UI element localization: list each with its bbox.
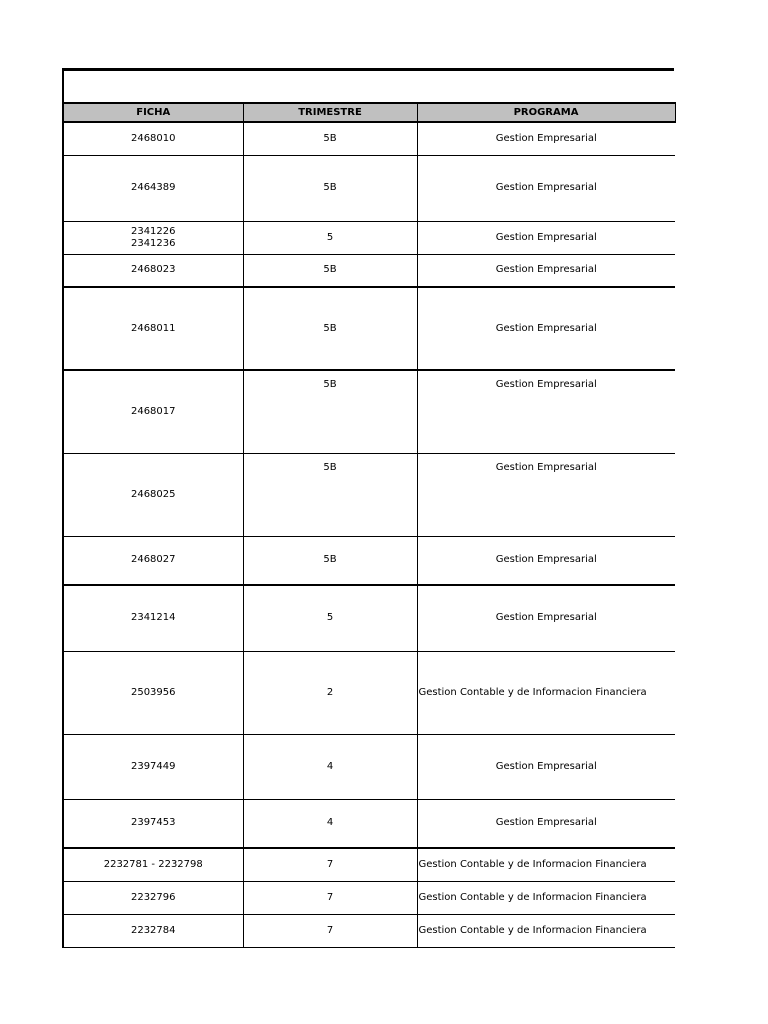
spreadsheet xyxy=(62,68,674,948)
cell-trimestre: 7 xyxy=(243,914,417,947)
cell-programa: Gestion Empresarial xyxy=(417,287,675,370)
fichas-table xyxy=(62,102,676,948)
cell-trimestre: 7 xyxy=(243,848,417,881)
table-row xyxy=(63,287,675,370)
cell-ficha xyxy=(63,221,243,254)
table-row xyxy=(63,585,675,651)
cell-trimestre: 2 xyxy=(243,651,417,734)
ficha-value: 2341236 xyxy=(130,237,176,249)
cell-trimestre: 5B xyxy=(243,453,417,536)
cell-ficha xyxy=(63,254,243,287)
cell-ficha xyxy=(63,799,243,848)
table-row xyxy=(63,155,675,221)
table-row xyxy=(63,734,675,799)
cell-ficha xyxy=(63,651,243,734)
cell-ficha xyxy=(63,370,243,453)
cell-ficha xyxy=(63,914,243,947)
ficha-value: 2341226 xyxy=(130,225,176,237)
cell-ficha xyxy=(63,881,243,914)
table-row xyxy=(63,221,675,254)
ficha-value: 2468011 xyxy=(130,322,176,334)
ficha-value: 2397449 xyxy=(130,760,176,772)
cell-ficha xyxy=(63,453,243,536)
ficha-value: 2232784 xyxy=(130,924,176,936)
header-programa: PROGRAMA xyxy=(417,103,675,122)
cell-programa: Gestion Empresarial xyxy=(417,734,675,799)
cell-trimestre: 5B xyxy=(243,254,417,287)
ficha-value: 2464389 xyxy=(130,182,176,193)
table-body xyxy=(63,122,675,947)
ficha-value: 2341214 xyxy=(130,612,176,624)
ficha-value: 2468025 xyxy=(130,488,176,500)
ficha-value: 2503956 xyxy=(130,686,176,698)
ficha-value: 2232796 xyxy=(130,891,176,903)
cell-trimestre: 5B xyxy=(243,370,417,453)
ficha-value: 2468023 xyxy=(130,264,176,276)
header-trimestre: TRIMESTRE xyxy=(243,103,417,122)
cell-programa: Gestion Empresarial xyxy=(417,254,675,287)
table-row xyxy=(63,799,675,848)
cell-programa: Gestion Empresarial xyxy=(417,370,675,453)
cell-ficha xyxy=(63,122,243,155)
ficha-value: 2468017 xyxy=(130,405,176,417)
cell-trimestre: 4 xyxy=(243,734,417,799)
cell-ficha xyxy=(63,155,243,221)
cell-programa: Gestion Empresarial xyxy=(417,799,675,848)
cell-trimestre: 5B xyxy=(243,155,417,221)
cell-trimestre: 5 xyxy=(243,221,417,254)
cell-programa: Gestion Contable y de Informacion Financiera xyxy=(417,651,675,734)
cell-programa: Gestion Contable y de Informacion Financiera xyxy=(417,914,675,947)
table-row xyxy=(63,536,675,585)
table-row xyxy=(63,122,675,155)
cell-trimestre: 5 xyxy=(243,585,417,651)
table-row xyxy=(63,453,675,536)
header-row xyxy=(63,103,675,122)
cell-trimestre: 5B xyxy=(243,536,417,585)
cell-ficha xyxy=(63,848,243,881)
table-row xyxy=(63,848,675,881)
cell-programa: Gestion Empresarial xyxy=(417,453,675,536)
cell-trimestre: 5B xyxy=(243,122,417,155)
cell-ficha xyxy=(63,536,243,585)
ficha-value: 2232781 - 2232798 xyxy=(103,858,203,870)
cell-programa: Gestion Contable y de Informacion Financiera xyxy=(417,848,675,881)
ficha-value: 2468027 xyxy=(130,554,176,566)
cell-ficha xyxy=(63,585,243,651)
cell-trimestre: 7 xyxy=(243,881,417,914)
cell-programa: Gestion Empresarial xyxy=(417,155,675,221)
cell-programa: Gestion Empresarial xyxy=(417,221,675,254)
table-row xyxy=(63,370,675,453)
cell-programa: Gestion Empresarial xyxy=(417,122,675,155)
table-row xyxy=(63,914,675,947)
cell-programa: Gestion Contable y de Informacion Financiera xyxy=(417,881,675,914)
cell-ficha xyxy=(63,287,243,370)
table-row xyxy=(63,651,675,734)
table-row xyxy=(63,254,675,287)
cell-trimestre: 5B xyxy=(243,287,417,370)
ficha-value: 2397453 xyxy=(130,817,176,829)
cell-ficha xyxy=(63,734,243,799)
table-row xyxy=(63,881,675,914)
cell-programa: Gestion Empresarial xyxy=(417,536,675,585)
cell-trimestre: 4 xyxy=(243,799,417,848)
header-ficha: FICHA xyxy=(63,103,243,122)
cell-programa: Gestion Empresarial xyxy=(417,585,675,651)
title-row xyxy=(62,68,674,102)
ficha-value: 2468010 xyxy=(130,132,176,144)
